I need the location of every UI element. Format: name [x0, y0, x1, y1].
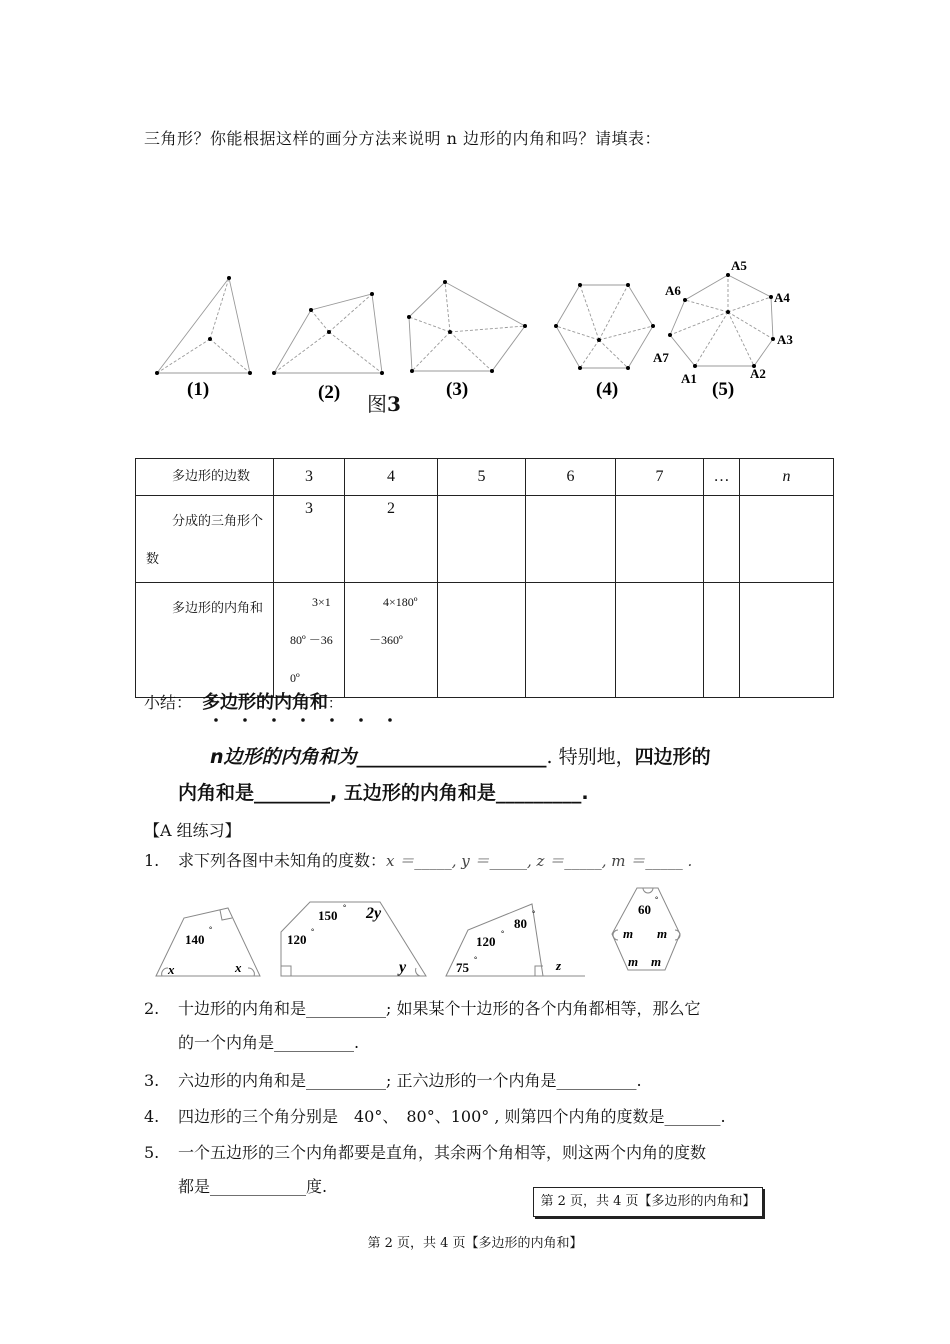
polygon-figures [140, 250, 820, 420]
table-cell: 5 [438, 459, 526, 496]
row-label-triangles: 分成的三角形个数 [136, 496, 274, 583]
table-cell: 4×180º －360º [345, 583, 438, 698]
question-4: 4. 四边形的三个角分别是 40°、 80°、100° , 则第四个内角的度数是_______. [144, 1107, 726, 1126]
degree-mark: ° [655, 895, 659, 904]
table-cell: 6 [526, 459, 616, 496]
figure-label-5: (5) [712, 379, 735, 400]
table-cell: 3×180º －360º [274, 583, 345, 698]
table-cell [438, 496, 526, 583]
figure-5-heptagon [670, 275, 773, 366]
vertex-label-a5: A5 [731, 258, 747, 273]
summary-label: 小结： [144, 693, 193, 712]
table-cell: 3 [274, 459, 345, 496]
boxed-page-label: 第 2 页，共 4 页【多边形的内角和】 [533, 1187, 763, 1217]
table-cell: 4 [345, 459, 438, 496]
angle-label: 150 [318, 908, 338, 923]
var-label: m [651, 954, 662, 969]
table-cell [526, 496, 616, 583]
vertex-label-a3: A3 [777, 332, 793, 347]
question-2: 2. 十边形的内角和是__________; 如果某个十边形的各个内角都相等，那么它 的一个内角是__________. [144, 999, 701, 1052]
row-label-sides: 多边形的边数 [136, 459, 274, 496]
table-cell [704, 583, 740, 698]
var-label: m [657, 926, 668, 941]
figure-3-pentagon [409, 282, 525, 371]
table-cell [526, 583, 616, 698]
table-cell [740, 496, 834, 583]
row-label-angle-sum: 多边形的内角和 [136, 583, 274, 698]
degree-mark: ° [532, 909, 536, 918]
table-cell: 2 [345, 496, 438, 583]
degree-mark: ° [343, 903, 347, 912]
figure-label-4: (4) [596, 379, 619, 400]
var-label: y [399, 959, 407, 976]
vertex-label-a7: A7 [653, 350, 669, 365]
degree-mark: ° [311, 927, 315, 936]
angle-label: 120 [476, 934, 496, 949]
emphasis-dots: ・・・・・・・ [208, 711, 412, 730]
degree-mark: ° [209, 925, 213, 934]
section-title: 【A 组练习】 [144, 821, 241, 840]
table-cell: 7 [616, 459, 704, 496]
answer-blank[interactable]: ____________________ [356, 746, 547, 768]
angle-label: 75 [456, 960, 469, 975]
question-1-figures [150, 880, 710, 980]
table-cell [616, 583, 704, 698]
figure-label-2: (2) [318, 382, 341, 403]
vertex-label-a4: A4 [774, 290, 790, 305]
degree-mark: ° [474, 955, 478, 964]
figure-label-3: (3) [446, 379, 469, 400]
figure-caption: 图3 [367, 392, 401, 416]
angle-label: 80 [514, 916, 527, 931]
intro-text: 三角形？你能根据这样的画分方法来说明 n 边形的内角和吗？请填表： [144, 129, 661, 148]
summary-line-1: n边形的内角和为____________________. 特别地，四边形的 [210, 746, 711, 768]
figure-1-triangle [157, 278, 250, 373]
angle-label: 60 [638, 902, 651, 917]
table-cell: … [704, 459, 740, 496]
question-5: 5. 一个五边形的三个内角都要是直角，其余两个角相等，则这两个内角的度数 都是____________度. [144, 1143, 707, 1196]
page-footer: 第 2 页，共 4 页【多边形的内角和】 [367, 1236, 583, 1251]
question-3: 3. 六边形的内角和是__________; 正六边形的一个内角是__________. [144, 1071, 642, 1090]
summary-line-2: 内角和是________, 五边形的内角和是_________. [178, 782, 589, 804]
table-cell [740, 583, 834, 698]
var-label: z [556, 958, 562, 973]
table-cell [438, 583, 526, 698]
angle-label: 120 [287, 932, 307, 947]
question-1: 1. 求下列各图中未知角的度数：x ＝_____, y ＝_____, z ＝_____, m ＝_____ . [144, 851, 693, 870]
table-cell: 3 [274, 496, 345, 583]
var-label: x [235, 960, 242, 975]
angle-label: 140 [185, 932, 205, 947]
vertex-label-a1: A1 [681, 371, 697, 386]
table-cell [616, 496, 704, 583]
summary-title: 多边形的内角和： [202, 692, 342, 713]
polygon-table [135, 458, 834, 698]
degree-mark: ° [501, 929, 505, 938]
figure-label-1: (1) [187, 379, 210, 400]
figure-4-hexagon [556, 285, 653, 368]
var-label: m [628, 954, 639, 969]
table-cell [704, 496, 740, 583]
vertex-label-a2: A2 [750, 366, 766, 381]
answer-blank[interactable]: ________ [254, 782, 331, 804]
var-label: x [168, 962, 175, 977]
var-label: m [623, 926, 634, 941]
answer-blank[interactable]: _________ [495, 782, 582, 804]
var-label: 2y [366, 905, 382, 922]
table-cell: n [740, 459, 834, 496]
vertex-label-a6: A6 [665, 283, 681, 298]
